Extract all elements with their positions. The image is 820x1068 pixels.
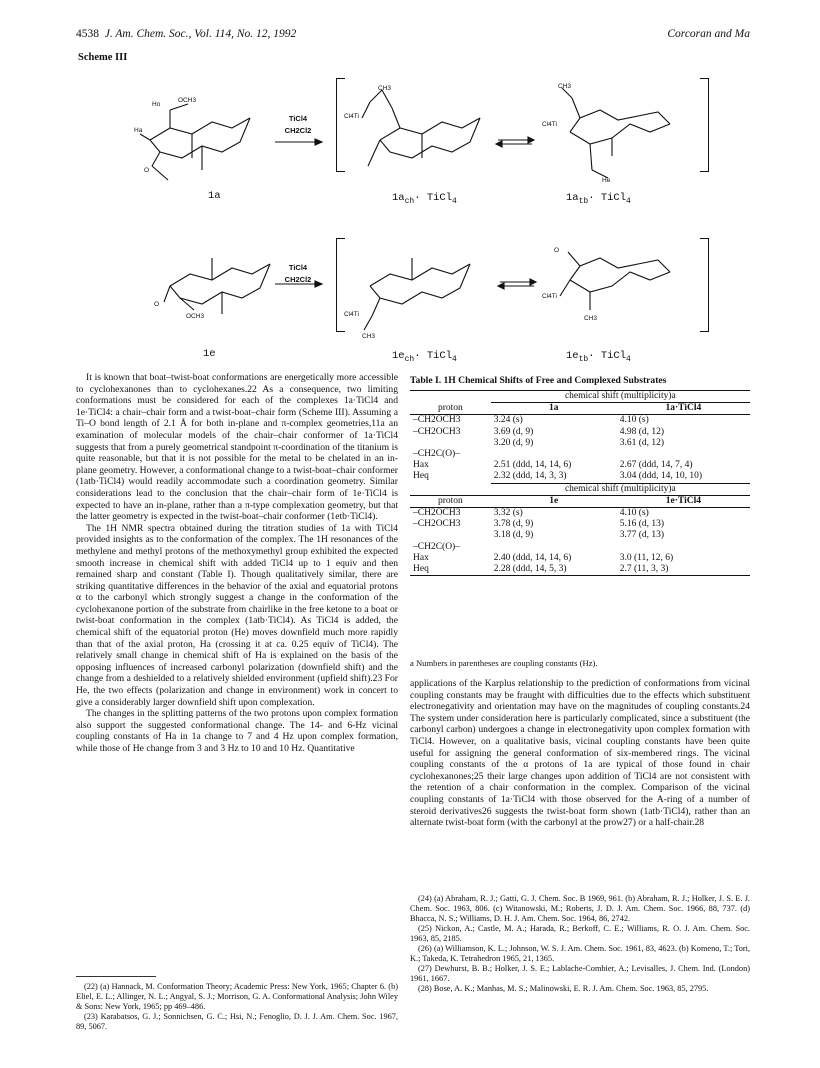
label-ch3-tb: CH3 [558,83,572,90]
footnote-rule-left [76,976,156,977]
table2-col-proton: proton [410,495,491,507]
table-footnote: a Numbers in parentheses are coupling constants (Hz). [410,658,598,668]
reagent-row2: TiCl4 CH2Cl2 [284,263,312,284]
label-och3-1e: OCH3 [186,313,205,320]
bracket-left-row1 [336,78,345,172]
table-group-header-2: chemical shift (multiplicity)a [491,483,750,495]
label-ch3-ch: CH3 [378,85,392,92]
table-row: –CH2C(O)– [413,449,460,460]
table-row: –CH2OCH3 3.78 (d, 9) 5.16 (d, 13) [413,519,665,530]
table-row: Heq 2.32 (ddd, 14, 3, 3) 3.04 (ddd, 14, 10, 10) [413,471,703,482]
label-cl4ti-ch: Cl4Ti [344,113,359,120]
footnote-26: (26) (a) Williamson, K. L.; Johnson, W. S. J. Am. Chem. Soc. 1961, 83, 4623. (b) Komeno, T.; Tori, K.; Takeda, K. Tetrahedron 1965, 21, 1365. [410,944,750,963]
label-he: He [602,177,611,184]
label-ha: Ha [134,127,143,134]
table-row: 3.18 (d, 9) 3.77 (d, 13) [493,530,665,541]
label-o-etb: O [554,247,560,254]
running-header [76,28,296,40]
table-row: –CH2C(O)– [413,541,460,552]
label-o-1e: O [154,301,160,308]
table-caption: Table I. 1H Chemical Shifts of Free and Complexed Substrates [410,375,667,386]
label-cl4ti-tb: Cl4Ti [542,121,557,128]
footnote-22: (22) (a) Hannack, M. Conformation Theory; Academic Press: New York, 1965; Chapter 6. (b) Eliel, E. L.; Allinger, N. L.; Angyal, S. J.; Morrison, G. A. Conformational Analysis; John Wiley & Sons: New York, 1965; pp 469–486. [76,982,398,1011]
label-ch3-etb: CH3 [584,315,598,322]
bracket-right-row1 [700,78,709,172]
volume-info: Vol. 114, No. 12, 1992 [194,28,297,40]
bracket-left-row2 [336,238,345,332]
compound-1a-ch: $1a_{ch}\cdot$ TiCl$_4$ [392,192,457,207]
label-ch3-ech: CH3 [362,333,376,340]
scheme-row1-structures [130,80,770,210]
footnote-24: (24) (a) Abraham, R. J.; Gatti, G. J. Chem. Soc. B 1969, 961. (b) Abraham, R. J.; Holker, J. S. E. J. Chem. Soc. 1963, 806. (c) Witanowski, M.; Roberts, J. D. J. Am. Chem. Soc. 1966, 88, 737. (d) Bhacca, N. S.; Williams, D. H. J. Am. Chem. Soc. 1964, 86, 2742. [410,894,750,923]
journal-name: J. Am. Chem. Soc., [104,28,192,40]
label-ho: Ho [152,101,161,108]
reagent-solvent: CH2Cl2 [284,126,312,135]
table-1 [410,390,750,576]
table-row: –CH2OCH3 3.32 (s) 4.10 (s) [413,508,649,519]
label-o: O [144,167,150,174]
footnote-28: (28) Bose, A. K.; Manhas, M. S.; Malinowski, E. R. J. Am. Chem. Soc. 1963, 85, 2795. [418,984,709,993]
compound-1e-tb: $1e_{tb}\cdot$ TiCl$_4$ [566,350,631,365]
paragraph-1: It is known that boat–twist-boat conformations are energetically more accessible to cyclohexanones than to cyclohexanes.22 As a consequence, two limiting conformations must be considered for each of the complexes 1a·TiCl4 and 1e·TiCl4: a chair–chair form and a twist-boat–chair form (Scheme III). Assuming a Ti–O bond length of 2.1 Å for both in-plane and π-complex geometries,11a an examination of molecular models of the chair–chair conformer of 1a·TiCl4 suggests that from a purely geometrical standpoint π-coordination of the titanium is quite reasonable, but that it is not possible for the metal to be chelated in an in-plane geometry. However, a conformational change to a twist-boat–chair conformer (1atb·TiCl4) would readily accommodate such a coordination geometry. Similar considerations lead to the conclusion that the chair–chair form of 1e·TiCl4 is expected to have an in-plane, rather than a π-type complexation geometry, but that the latter geometry is expected in the twist-boat–chair conformer (1etb·TiCl4). [76,372,398,523]
bracket-right-row2 [700,238,709,332]
table2-col-1e-ticl4: 1e·TiCl4 [617,495,750,507]
table1-col-1a: 1a [491,403,617,415]
table-row: Heq 2.28 (ddd, 14, 5, 3) 2.7 (11, 3, 3) [410,564,750,576]
footnotes-left [76,982,398,1032]
compound-1e: 1e [203,348,216,360]
right-column [410,678,750,829]
table-row: –CH2OCH3 3.24 (s) 4.10 (s) [413,415,649,426]
paragraph-right-1: applications of the Karplus relationship to the prediction of conformations from vicinal coupling constants may be fraught with difficulties due to the effects which substituent electronegativity and orientation may have on the magnitudes of coupling constants.24 The system under consideration here is particularly complicated, since a substituent (the carbonyl carbon) undergoes a change in electronegativity upon complex formation with TiCl4. However, on a qualitative basis, vicinal coupling constants have been quite useful for assigning the general conformation of six-membered rings. The vicinal coupling constants of the α protons of 1a are typical of those found in chair cyclohexanones;25 their large changes upon addition of TiCl4 are not consistent with the retention of a chair conformation in the complex. Comparison of the vicinal coupling constants of 1a·TiCl4 with those observed for the A-ring of a number of steroid derivatives26 suggests the twist-boat form shown (1atb·TiCl4), rather than an alternate twist-boat form (with the carbonyl at the prow27) or a half-chair.28 [410,678,750,829]
footnotes-right [410,894,750,994]
page-number: 4538 [76,28,99,40]
table-group-header: chemical shift (multiplicity)a [491,391,750,403]
compound-1e-ch: $1e_{ch}\cdot$ TiCl$_4$ [392,350,457,365]
footnote-27: (27) Dewhurst, B. B.; Holker, J. S. E.; Lablache-Combier, A.; Levisalles, J. Chem. Ind. (London) 1961, 1667. [410,964,750,983]
table-row: –CH2OCH3 3.69 (d, 9) 4.98 (d, 12) [413,426,665,437]
footnote-23: (23) Karabatsos, G. J.; Sonnichsen, G. C.; Hsi, N.; Fenoglio, D. J. J. Am. Chem. Soc. 1967, 89, 5067. [76,1012,398,1031]
table2-col-1e: 1e [491,495,617,507]
scheme-row2-structures [150,240,770,340]
table-row: Hax 2.51 (ddd, 14, 14, 6) 2.67 (ddd, 14, 7, 4) [413,460,693,471]
footnote-25: (25) Nickon, A.; Castle, M. A.; Harada, R.; Berkoff, C. E.; Williams, R. O. J. Am. Chem. Soc. 1963, 85, 2185. [410,924,750,943]
label-och3: OCH3 [178,97,197,104]
reagent-ticl4: TiCl4 [288,114,308,123]
table-row: Hax 2.40 (ddd, 14, 14, 6) 3.0 (11, 12, 6) [413,552,674,563]
table1-col-1a-ticl4: 1a·TiCl4 [617,403,750,415]
author-header: Corcoran and Ma [667,28,750,40]
table-row: 3.20 (d, 9) 3.61 (d, 12) [493,437,665,448]
reagent-row1 [278,113,318,137]
compound-1a-tb: $1a_{tb}\cdot$ TiCl$_4$ [566,192,631,207]
paragraph-2: The 1H NMR spectra obtained during the titration studies of 1a with TiCl4 provided insights as to the conformation of the complex. The 1H resonances of the methylene and methyl protons of the methoxymethyl group exhibited the expected smooth increase in chemical shift with added TiCl4 up to 1 equiv and then remained sharp and constant (Table I). Though qualitatively similar, there are striking quantitative differences in the behavior of the axial and equatorial protons α to the carbonyl which strongly suggest a change in the conformation of the cyclohexanone portion of the substrate from chairlike in the free ketone to a boat or twist-boat conformation in the complex (1atb·TiCl4). As TiCl4 is added, the chemical shift of the equatorial proton (He) moves downfield much more rapidly than that of the axial proton, Ha (crossing it at ca. 0.25 equiv of TiCl4). The relatively small change in chemical shift of Ha is explained on the basis of the opposing influences of increased carbonyl polarization (downfield shift) and the change from a deshielded to a relatively shielded environment (upfield shift).23 For He, the two effects (polarization and change in environment) work in concert to give a considerably larger downfield shift upon complexation. [76,522,398,708]
label-cl4ti-ech: Cl4Ti [344,311,359,318]
paragraph-3: The changes in the splitting patterns of the two protons upon complex formation also support the suggested conformational change. The 14- and 6-Hz vicinal coupling constants of Ha in 1a change to 7 and 4 Hz upon complex formation, while those of He change from 3 and 3 Hz to 10 and 10 Hz. Quantitative [76,708,398,754]
scheme-label: Scheme III [78,52,128,63]
label-cl4ti-etb: Cl4Ti [542,293,557,300]
table1-col-proton: proton [410,403,491,415]
compound-1a: 1a [208,190,221,202]
left-column [76,372,398,755]
